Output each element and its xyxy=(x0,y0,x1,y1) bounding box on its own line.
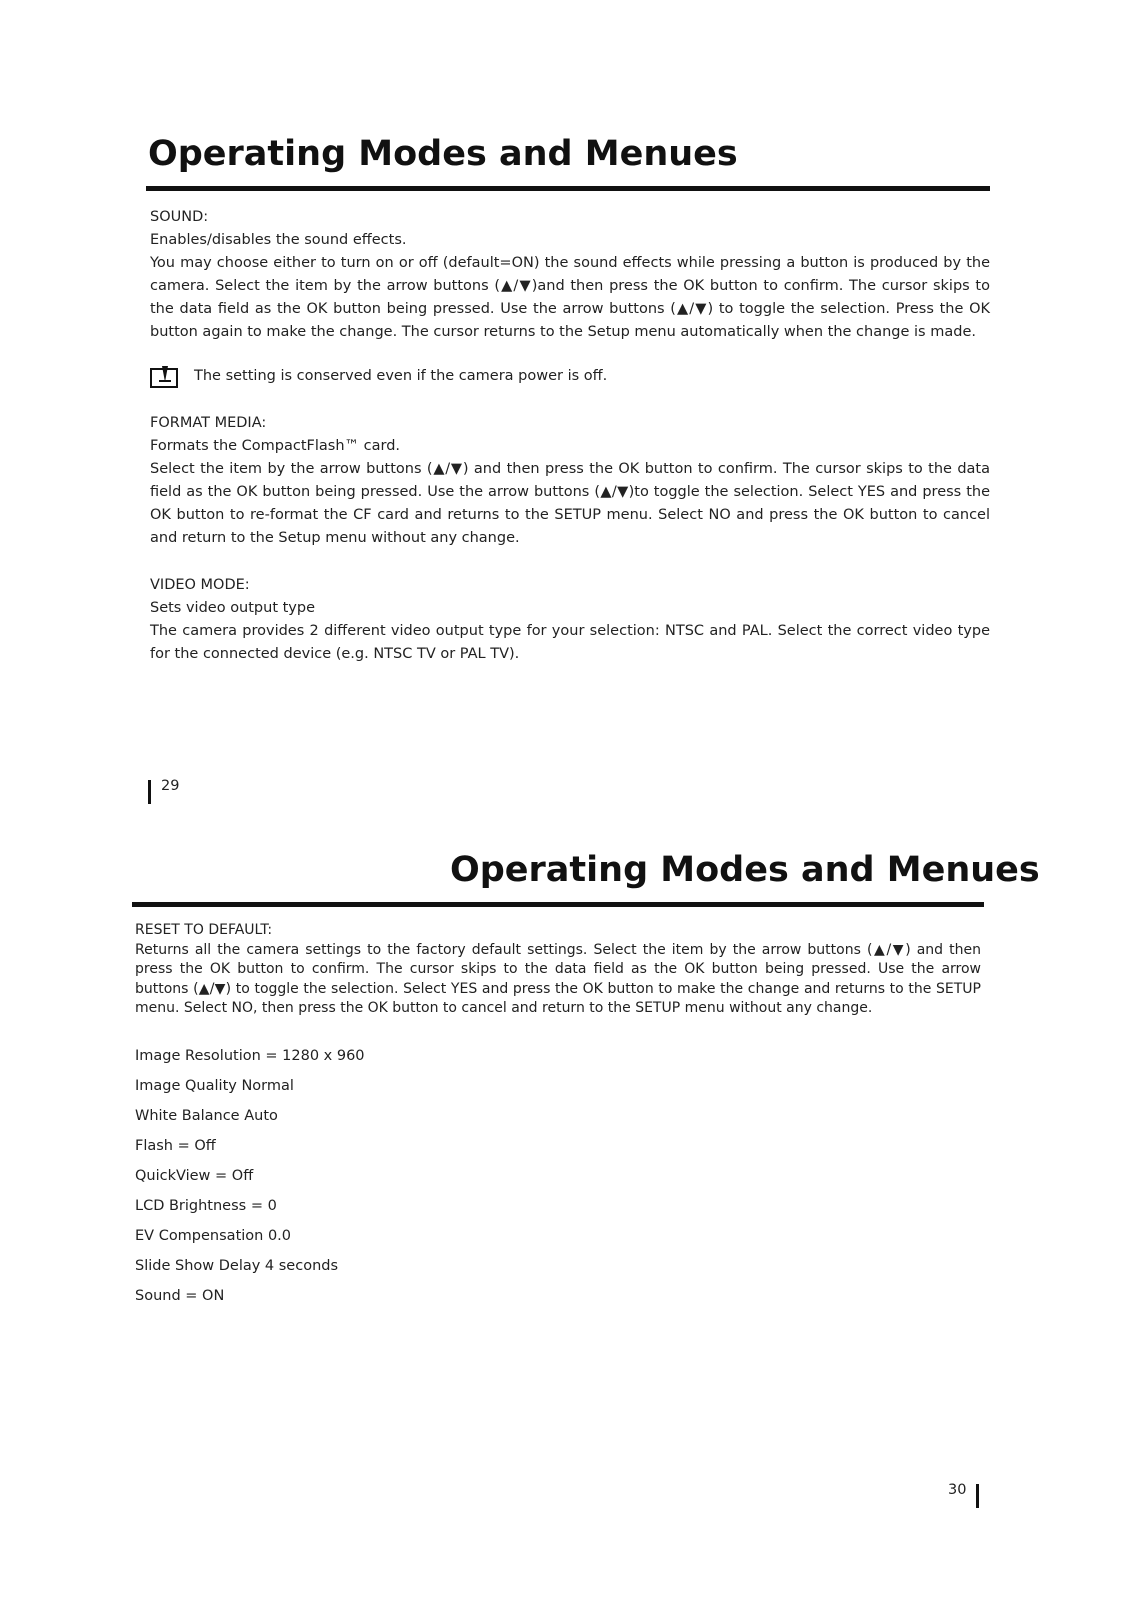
defaults-list xyxy=(135,1041,365,1311)
note-text: The setting is conserved even if the camera power is off. xyxy=(194,368,608,384)
format-media-body: Select the item by the arrow buttons (▲/▼) and then press the OK button to confirm. The cursor skips to the data field as the OK button being pressed. Use the arrow buttons (▲/▼)to toggle the selection. Select YES and press the OK button to re-format the CF card and returns to the SETUP menu. Select NO and press the OK button to cancel and return to the Setup menu without any change. xyxy=(150,461,990,546)
format-media-section xyxy=(150,412,990,550)
defaults-list-item: LCD Brightness = 0 xyxy=(135,1198,277,1214)
video-mode-body: The camera provides 2 different video output type for your selection: NTSC and PAL. Select the correct video type for the connected device (e.g. NTSC TV or PAL TV). xyxy=(150,623,990,662)
defaults-list-item: Image Resolution = 1280 x 960 xyxy=(135,1048,365,1064)
page-title-bottom: Operating Modes and Menues xyxy=(450,850,1040,890)
page-number-bar xyxy=(976,1484,979,1508)
defaults-list-item: Image Quality Normal xyxy=(135,1078,294,1094)
defaults-list-item: Flash = Off xyxy=(135,1138,216,1154)
video-mode-section xyxy=(150,574,990,666)
defaults-list-item: Slide Show Delay 4 seconds xyxy=(135,1258,339,1274)
title-rule-bottom xyxy=(132,902,984,907)
defaults-list-item: QuickView = Off xyxy=(135,1168,254,1184)
page-number-text: 30 xyxy=(948,1482,967,1498)
sound-description: Enables/disables the sound effects. xyxy=(150,232,407,248)
reset-body: Returns all the camera settings to the factory default settings. Select the item by the arrow buttons (▲/▼) and then press the OK button to confirm. The cursor skips to the data field as the OK button being pressed. Use the arrow buttons (▲/▼) to toggle the selection. Select YES and press the OK button to make the change and returns to the SETUP menu. Select NO, then press the OK button to cancel and return to the SETUP menu without any change. xyxy=(135,941,981,1016)
title-rule-top xyxy=(146,186,990,191)
page-number-bar xyxy=(148,780,151,804)
note-pencil-icon xyxy=(150,364,180,388)
page-number-bottom xyxy=(948,1484,979,1508)
reset-heading: RESET TO DEFAULT: xyxy=(135,922,273,938)
format-media-heading: FORMAT MEDIA: xyxy=(150,415,267,431)
defaults-list-item: Sound = ON xyxy=(135,1288,225,1304)
video-mode-heading: VIDEO MODE: xyxy=(150,577,250,593)
sound-section xyxy=(150,206,990,344)
reset-section xyxy=(135,921,981,1019)
sound-body: You may choose either to turn on or off (default=ON) the sound effects while pressing a button is produced by the camera. Select the item by the arrow buttons (▲/▼)and then press the OK button to confirm. The cursor skips to the data field as the OK button being pressed. Use the arrow buttons (▲/▼) to toggle the selection. Press the OK button again to make the change. The cursor returns to the Setup menu automatically when the change is made. xyxy=(150,255,990,340)
note-callout xyxy=(150,364,607,388)
sound-heading: SOUND: xyxy=(150,209,209,225)
defaults-list-item: EV Compensation 0.0 xyxy=(135,1228,292,1244)
format-media-description: Formats the CompactFlash™ card. xyxy=(150,438,401,454)
page-title-top: Operating Modes and Menues xyxy=(148,134,738,174)
page-number-top xyxy=(148,780,179,804)
video-mode-description: Sets video output type xyxy=(150,600,316,616)
defaults-list-item: White Balance Auto xyxy=(135,1108,278,1124)
page-number-text: 29 xyxy=(161,778,180,794)
